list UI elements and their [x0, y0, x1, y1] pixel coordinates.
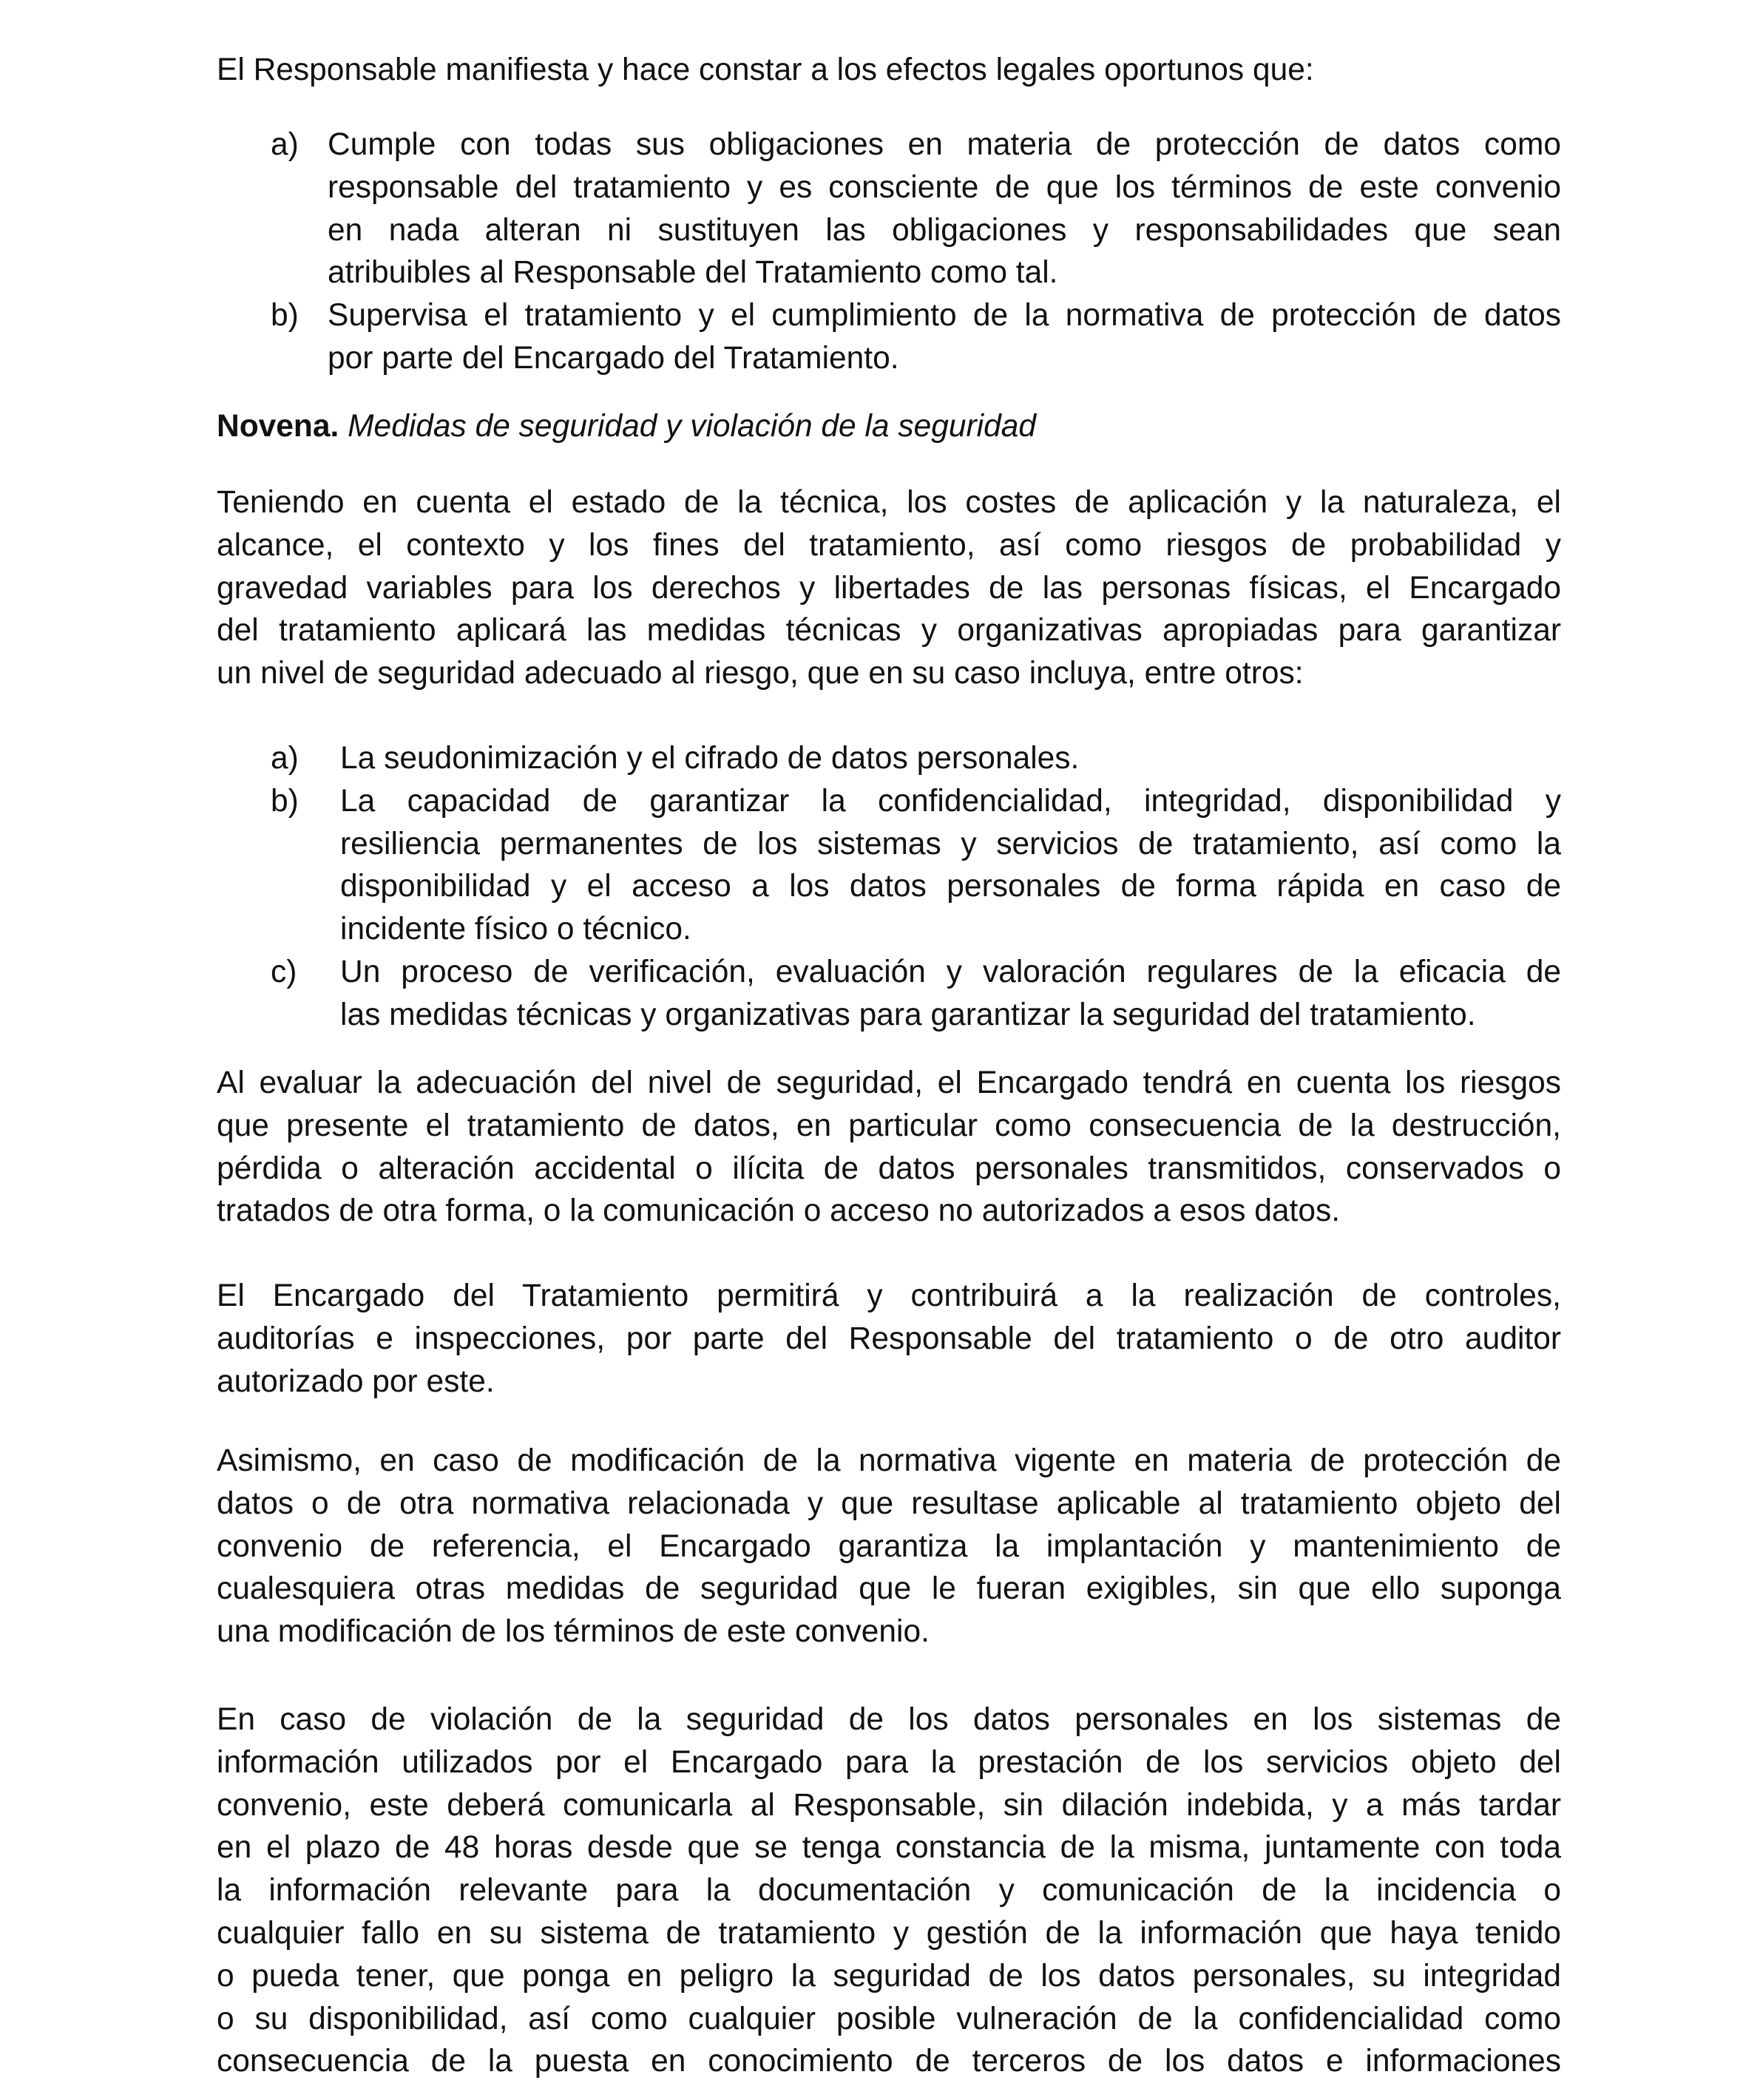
- enumerated-list: [217, 123, 1561, 380]
- text-line: datos o de otra normativa relacionada y que resultase aplicable al tratamiento objeto del: [217, 1486, 1561, 1521]
- section-heading: [217, 405, 1561, 448]
- text-line: que presente el tratamiento de datos, en particular como consecuencia de la destrucción,: [217, 1108, 1561, 1143]
- list-item: [217, 123, 1561, 294]
- text-line: una modificación de los términos de este convenio.: [217, 1614, 930, 1650]
- text-line: atribuibles al Responsable del Tratamiento como tal.: [328, 255, 1058, 291]
- text-line: Asimismo, en caso de modificación de la normativa vigente en materia de protección de: [217, 1443, 1561, 1478]
- text-line: las medidas técnicas y organizativas para garantizar la seguridad del tratamiento.: [340, 997, 1476, 1032]
- clause-title: Medidas de seguridad y violación de la seguridad: [348, 409, 1037, 444]
- text-line: convenio, este deberá comunicarla al Responsable, sin dilación indebida, y a más tardar: [217, 1787, 1561, 1823]
- paragraph: [217, 1275, 1561, 1403]
- text-line: o su disponibilidad, así como cualquier posible vulneración de la confidencialidad como: [217, 2001, 1561, 2036]
- text-line: o pueda tener, que ponga en peligro la seguridad de los datos personales, su integridad: [217, 1958, 1561, 1994]
- text-line: la información relevante para la documentación y comunicación de la incidencia o: [217, 1873, 1561, 1908]
- text-line: Cumple con todas sus obligaciones en materia de protección de datos como: [328, 127, 1561, 162]
- list-item: [217, 951, 1561, 1037]
- text-line: incidente físico o técnico.: [340, 912, 691, 947]
- list-item: [217, 780, 1561, 951]
- paragraph: [217, 1698, 1561, 2083]
- text-line: Teniendo en cuenta el estado de la técnica, los costes de aplicación y la naturaleza, el: [217, 485, 1561, 520]
- text-line: un nivel de seguridad adecuado al riesgo, que en su caso incluya, entre otros:: [217, 656, 1304, 691]
- paragraph: [217, 49, 1561, 92]
- list-marker: b): [271, 783, 299, 819]
- paragraph: [217, 481, 1561, 695]
- text-line: La seudonimización y el cifrado de datos personales.: [340, 741, 1080, 776]
- paragraph: [217, 1440, 1561, 1653]
- text-line: Supervisa el tratamiento y el cumplimiento de la normativa de protección de datos: [328, 298, 1561, 333]
- text-line: en el plazo de 48 horas desde que se tenga constancia de la misma, juntamente con toda: [217, 1830, 1561, 1866]
- heading-line: [217, 405, 1561, 448]
- text-line: La capacidad de garantizar la confidencialidad, integridad, disponibilidad y: [340, 783, 1561, 819]
- text-line: resiliencia permanentes de los sistemas y servicios de tratamiento, así como la: [340, 826, 1561, 861]
- text-line: Al evaluar la adecuación del nivel de seguridad, el Encargado tendrá en cuenta los riesgos: [217, 1066, 1561, 1100]
- text-line: auditorías e inspecciones, por parte del Responsable del tratamiento o de otro auditor: [217, 1321, 1561, 1356]
- clause-number: Novena.: [217, 409, 339, 444]
- list-item: [217, 737, 1561, 780]
- list-marker: c): [271, 954, 297, 989]
- list-item: [217, 294, 1561, 380]
- text-line: gravedad variables para los derechos y libertades de las personas físicas, el Encargado: [217, 570, 1561, 606]
- text-line: convenio de referencia, el Encargado garantiza la implantación y mantenimiento de: [217, 1528, 1561, 1564]
- text-line: en nada alteran ni sustituyen las obligaciones y responsabilidades que sean: [328, 212, 1561, 248]
- enumerated-list: [217, 737, 1561, 1037]
- text-line: consecuencia de la puesta en conocimiento de terceros de los datos e informaciones: [217, 2044, 1561, 2079]
- text-line: El Encargado del Tratamiento permitirá y contribuirá a la realización de controles,: [217, 1278, 1561, 1313]
- text-line: disponibilidad y el acceso a los datos personales de forma rápida en caso de: [340, 869, 1561, 904]
- text-line: El Responsable manifiesta y hace constar a los efectos legales oportunos que:: [217, 52, 1314, 87]
- text-line: del tratamiento aplicará las medidas técnicas y organizativas apropiadas para garantizar: [217, 613, 1561, 648]
- list-marker: b): [271, 298, 299, 333]
- text-line: tratados de otra forma, o la comunicación o acceso no autorizados a esos datos.: [217, 1193, 1341, 1229]
- text-line: pérdida o alteración accidental o ilícita de datos personales transmitidos, conservados o: [217, 1151, 1561, 1186]
- list-marker: a): [271, 127, 299, 162]
- text-line: alcance, el contexto y los fines del tratamiento, así como riesgos de probabilidad y: [217, 527, 1561, 563]
- text-line: información utilizados por el Encargado para la prestación de los servicios objeto del: [217, 1744, 1561, 1780]
- text-line: responsable del tratamiento y es consciente de que los términos de este convenio: [328, 169, 1561, 205]
- list-marker: a): [271, 741, 299, 776]
- text-line: Un proceso de verificación, evaluación y valoración regulares de la eficacia de: [340, 954, 1561, 989]
- text-line: cualquier fallo en su sistema de tratamiento y gestión de la información que haya tenido: [217, 1915, 1561, 1951]
- text-line: cualesquiera otras medidas de seguridad que le fueran exigibles, sin que ello suponga: [217, 1571, 1561, 1607]
- text-line: En caso de violación de la seguridad de los datos personales en los sistemas de: [217, 1702, 1561, 1737]
- paragraph: [217, 1062, 1561, 1233]
- text-line: autorizado por este.: [217, 1364, 495, 1399]
- text-line: por parte del Encargado del Tratamiento.: [328, 340, 899, 376]
